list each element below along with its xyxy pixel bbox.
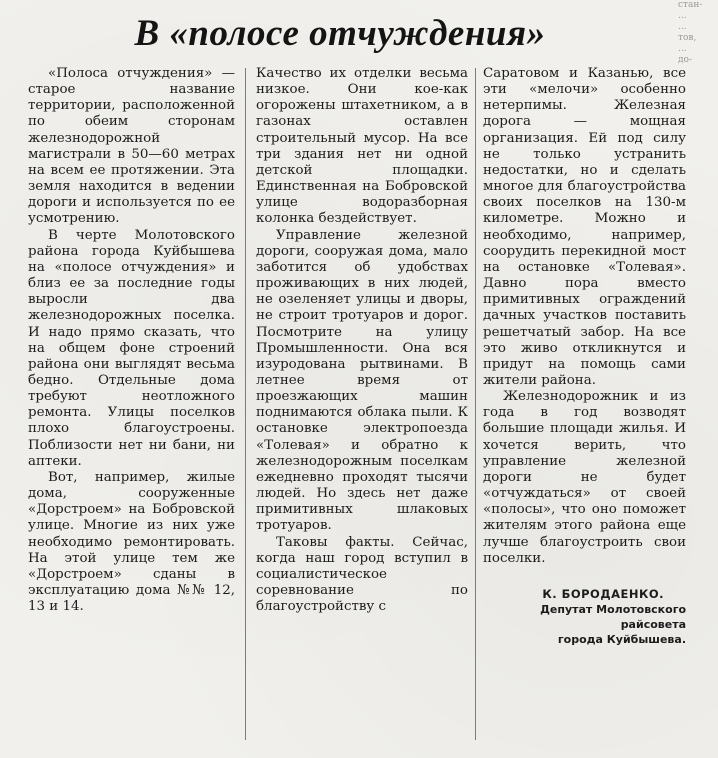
author-position-line: Депутат Молотовского (540, 602, 686, 616)
author-position-line: города Куйбышева. (557, 632, 686, 646)
neighbor-article-fragment (678, 0, 718, 66)
paragraph: Саратовом и Казанью, все эти «мелочи» особенно нетерпимы. Железная дорога — мощная организация. Ей под силу не только устранить недостатки, но и сделать многое для благоустройства своих поселков на 130-м километре. Можно и необходимо, например, соорудить перекидной мост на остановке «Толевая». Давно пора вместо примитивных ограждений дачных участков поставить решетчатый забор. На все это живо откликнутся и придут на помощь сами жители района. (483, 66, 686, 388)
article-headline: В «полосе отчуждения» (134, 13, 546, 54)
paragraph: В черте Молотовского района города Куйбышева на «полосе отчуждения» и близ ее за последние годы выросли два железнодорожных поселка. И надо прямо сказать, что на общем фоне строений района они выглядят весьма бедно. Отдельные дома требуют неотложного ремонта. Улицы поселков плохо благоустроены. Поблизости нет ни бани, ни аптеки. (28, 227, 235, 469)
author-name: К. БОРОДАЕНКО. (542, 586, 664, 601)
neighbor-text-line: ... (678, 22, 687, 32)
column-divider (245, 68, 246, 740)
article-signature (483, 587, 686, 647)
neighbor-text-line: тов, (678, 33, 697, 43)
paragraph: Таковы факты. Сейчас, когда наш город вступил в социалистическое соревнование по благоустройству с (256, 534, 468, 615)
paragraph: «Полоса отчуждения» — старое название территории, расположенной по обеим сторонам железнодорожной магистрали в 50—60 метрах на всем ее протяжении. Эта земля находится в ведении дороги и используется по ее усмотрению. (28, 66, 235, 227)
paragraph: Управление железной дороги, сооружая дома, мало заботится об удобствах проживающих в них людей, не озеленяет улицы и дворы, не строит тротуаров и дорог. Посмотрите на улицу Промышленности. Она вся изуродована рытвинами. В летнее время от проезжающих машин поднимаются облака пыли. К остановке электропоезда «Толевая» и обратно к железнодорожным поселкам ежедневно проходят тысячи людей. Но здесь нет даже примитивных шлаковых тротуаров. (256, 227, 468, 534)
neighbor-text-line: ... (678, 44, 687, 54)
article-column-3 (483, 66, 686, 647)
paragraph: Железнодорожник и из года в год возводят большие площади жилья. И хочется верить, что управление железной дороги не будет «отчуждаться» от своей «полосы», что оно поможет жителям этого района еще лучше благоустроить свои поселки. (483, 389, 686, 566)
paragraph: Качество их отделки весьма низкое. Они кое-как огорожены штахетником, а в газонах оставлен строительный мусор. На все три здания нет ни одной детской площадки. Единственная на Бобровской улице водоразборная колонка бездействует. (256, 66, 468, 227)
neighbor-text-line: до- (678, 55, 693, 65)
paragraph: Вот, например, жилые дома, сооруженные «Дорстроем» на Бобровской улице. Многие из них уже необходимо ремонтировать. На этой улице тем же «Дорстроем» сданы в эксплуатацию дома №№ 12, 13 и 14. (28, 469, 235, 615)
article-column-1 (28, 66, 235, 615)
article-column-2 (256, 66, 468, 615)
neighbor-text-line: стан- (678, 0, 703, 10)
author-position (483, 602, 686, 647)
column-divider (475, 68, 476, 740)
neighbor-text-line: ... (678, 11, 687, 21)
author-position-line: райсовета (620, 617, 686, 631)
